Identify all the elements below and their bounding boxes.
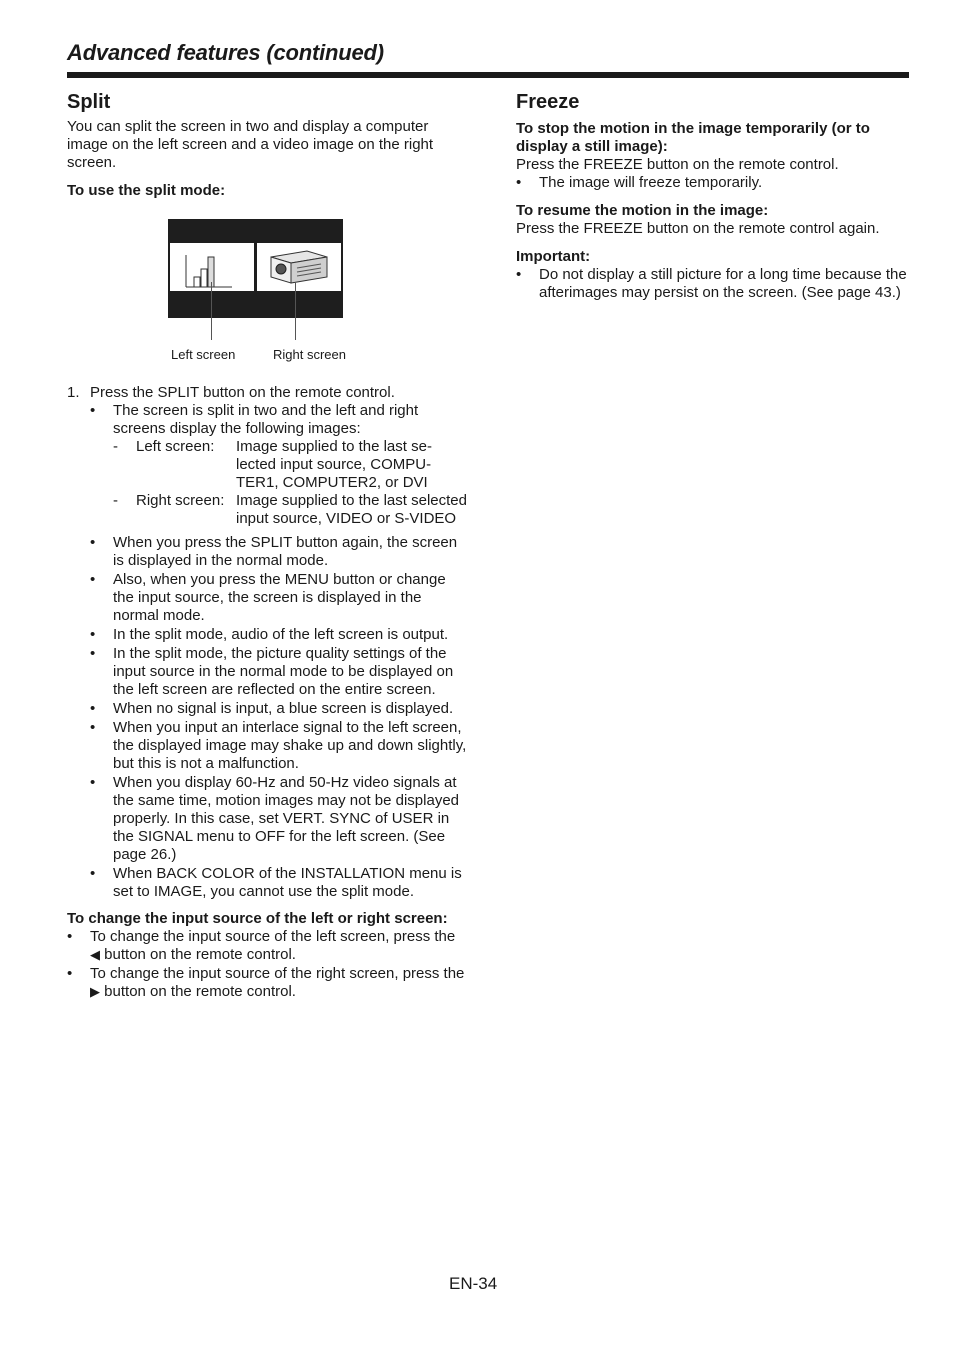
right-screen-label: Right screen: [136, 492, 225, 509]
left-screen-pane [170, 243, 254, 291]
change-right-source-item: • To change the input source of the right screen, press the ▶ button on the remote control. [67, 965, 467, 1001]
left-screen-caption: Left screen [171, 347, 236, 362]
left-screen-label: Left screen: [136, 438, 215, 455]
split-note: • When BACK COLOR of the INSTALLATION menu is set to IMAGE, you cannot use the split mode. [67, 865, 467, 901]
resume-motion-text: Press the FREEZE button on the remote control again. [516, 220, 880, 237]
freeze-section [516, 90, 916, 302]
bar-chart-icon [170, 243, 254, 291]
use-split-heading: To use the split mode: [67, 182, 226, 199]
projector-icon [257, 243, 341, 291]
split-note: • In the split mode, audio of the left screen is output. [67, 626, 467, 644]
step-1-bullet: • The screen is split in two and the left and right screens display the following images: [67, 402, 467, 438]
stop-motion-heading: To stop the motion in the image temporarily (or to display a still image): [516, 120, 870, 155]
split-intro: You can split the screen in two and display a computer image on the left screen and a video image on the right screen. [67, 118, 434, 171]
stop-motion-bullet: • The image will freeze temporarily. [516, 174, 916, 192]
important-heading: Important: [516, 248, 591, 265]
split-note: • When you press the SPLIT button again, the screen is displayed in the normal mode. [67, 534, 467, 570]
step-1-number: 1. [67, 384, 80, 401]
left-arrow-icon: ◀ [90, 947, 100, 962]
left-screen-pointer [211, 282, 212, 340]
page-number: EN-34 [449, 1274, 498, 1293]
change-source-heading: To change the input source of the left or right screen: [67, 910, 448, 927]
step-1-text: Press the SPLIT button on the remote control. [90, 384, 395, 401]
split-screen-figure [67, 210, 467, 378]
split-title: Split [67, 91, 111, 113]
resume-motion-heading: To resume the motion in the image: [516, 202, 769, 219]
split-screen-illustration [168, 219, 343, 318]
header-rule [67, 72, 909, 78]
step-1 [67, 384, 467, 402]
split-note: • In the split mode, the picture quality settings of the input source in the normal mode to be displayed on the left screen are reflected on the entire screen. [67, 645, 467, 699]
right-screen-pointer [295, 282, 296, 340]
split-note: • Also, when you press the MENU button or change the input source, the screen is displayed in the normal mode. [67, 571, 467, 625]
split-notes [67, 534, 467, 901]
page-header-title: Advanced features (continued) [67, 40, 384, 65]
right-screen-source-row: - Right screen: Image supplied to the last selected input source, VIDEO or S-VIDEO [113, 492, 467, 527]
split-note: • When you input an interlace signal to the left screen, the displayed image may shake up and down slightly, but this is not a malfunction. [67, 719, 467, 773]
split-note: • When you display 60-Hz and 50-Hz video signals at the same time, motion images may not be displayed properly. In this case, set VERT. SYNC of USER in the SIGNAL menu to OFF for the left screen. (See page 26.) [67, 774, 467, 864]
important-bullet: • Do not display a still picture for a long time because the afterimages may persist on the screen. (See page 43.) [516, 266, 916, 302]
right-arrow-icon: ▶ [90, 984, 100, 999]
split-section [67, 90, 467, 1001]
change-left-source-item: • To change the input source of the left screen, press the ◀ button on the remote control. [67, 928, 467, 964]
freeze-title: Freeze [516, 91, 580, 113]
left-screen-source-text: Image supplied to the last se-lected input source, COMPU-TER1, COMPUTER2, or DVI [236, 438, 432, 491]
stop-motion-text: Press the FREEZE button on the remote control. [516, 156, 839, 173]
right-screen-source-text: Image supplied to the last selected input source, VIDEO or S-VIDEO [236, 492, 467, 527]
left-screen-source-row: - Left screen: Image supplied to the last se-lected input source, COMPU-TER1, COMPUTER2, or DVI [113, 438, 467, 492]
right-screen-pane [257, 243, 341, 291]
right-screen-caption: Right screen [273, 347, 346, 362]
split-note: • When no signal is input, a blue screen is displayed. [67, 700, 467, 718]
